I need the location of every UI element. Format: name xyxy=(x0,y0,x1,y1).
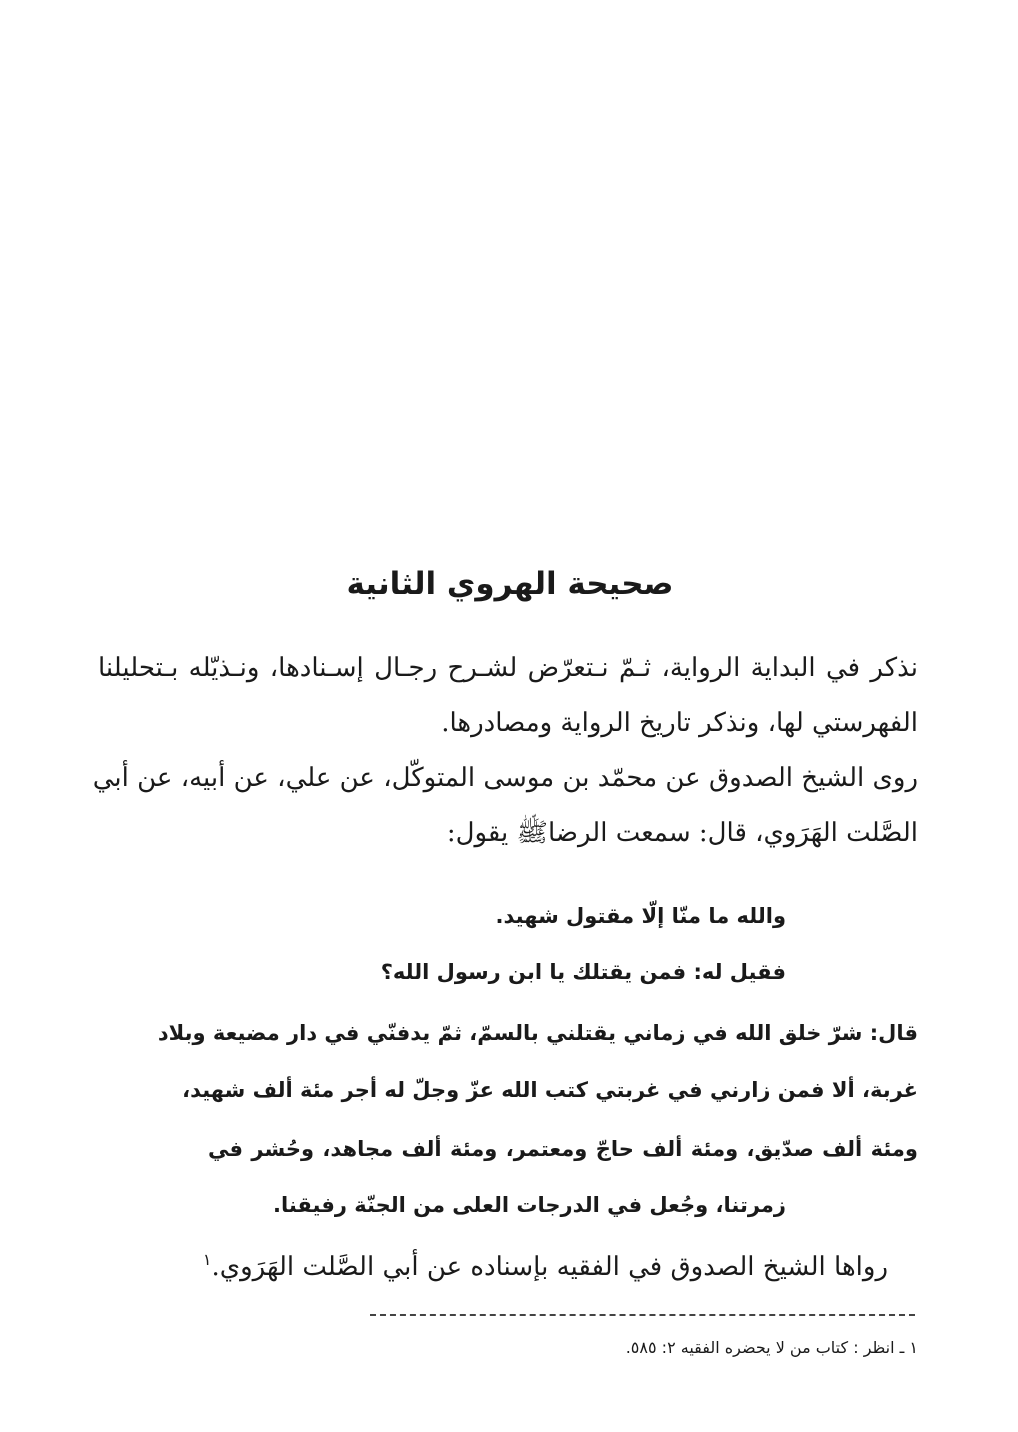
footnote-reference: ١ xyxy=(202,1250,212,1269)
quote-line-4: غربة، ألا فمن زارني في غربتي كتب الله عزّ وجلّ له أجر مئة ألف شهيد، xyxy=(182,1078,918,1102)
intro-line-2: الفهرستي لها، ونذكر تاريخ الرواية ومصادرها. xyxy=(441,708,918,738)
intro-line-1: نذكر في البداية الرواية، ثـمّ نـتعرّض لشـرح رجـال إسـنادها، ونـذيّله بـتحليلنا xyxy=(98,653,918,683)
footnote: ١ ـ انظر : كتاب من لا يحضره الفقيه ٢: ٥٨٥. xyxy=(625,1338,918,1357)
quote-line-1: والله ما منّا إلّا مقتول شهيد. xyxy=(495,904,786,928)
quote-line-5: ومئة ألف صدّيق، ومئة ألف حاجّ ومعتمر، ومئة ألف مجاهد، وحُشر في xyxy=(208,1137,918,1161)
footnote-divider xyxy=(370,1314,915,1316)
narration-line-2: الصَّلت الهَرَوي، قال: سمعت الرضاﷺ يقول: xyxy=(446,818,918,848)
closing-text: رواها الشيخ الصدوق في الفقيه بإسناده عن أبي الصَّلت الهَرَوي. xyxy=(211,1252,888,1282)
narration-line-1: روى الشيخ الصدوق عن محمّد بن موسى المتوكّل، عن علي، عن أبيه، عن أبي xyxy=(92,763,918,793)
closing-line xyxy=(123,1240,888,1280)
quote-line-3: قال: شرّ خلق الله في زماني يقتلني بالسمّ، ثمّ يدفنّي في دار مضيعة وبلاد xyxy=(157,1021,918,1045)
quote-line-6: زمرتنا، وجُعل في الدرجات العلى من الجنّة رفيقنا. xyxy=(272,1193,786,1217)
page-title: صحيحة الهروي الثانية xyxy=(346,566,674,602)
quote-line-2: فقيل له: فمن يقتلك يا ابن رسول الله؟ xyxy=(380,960,786,984)
